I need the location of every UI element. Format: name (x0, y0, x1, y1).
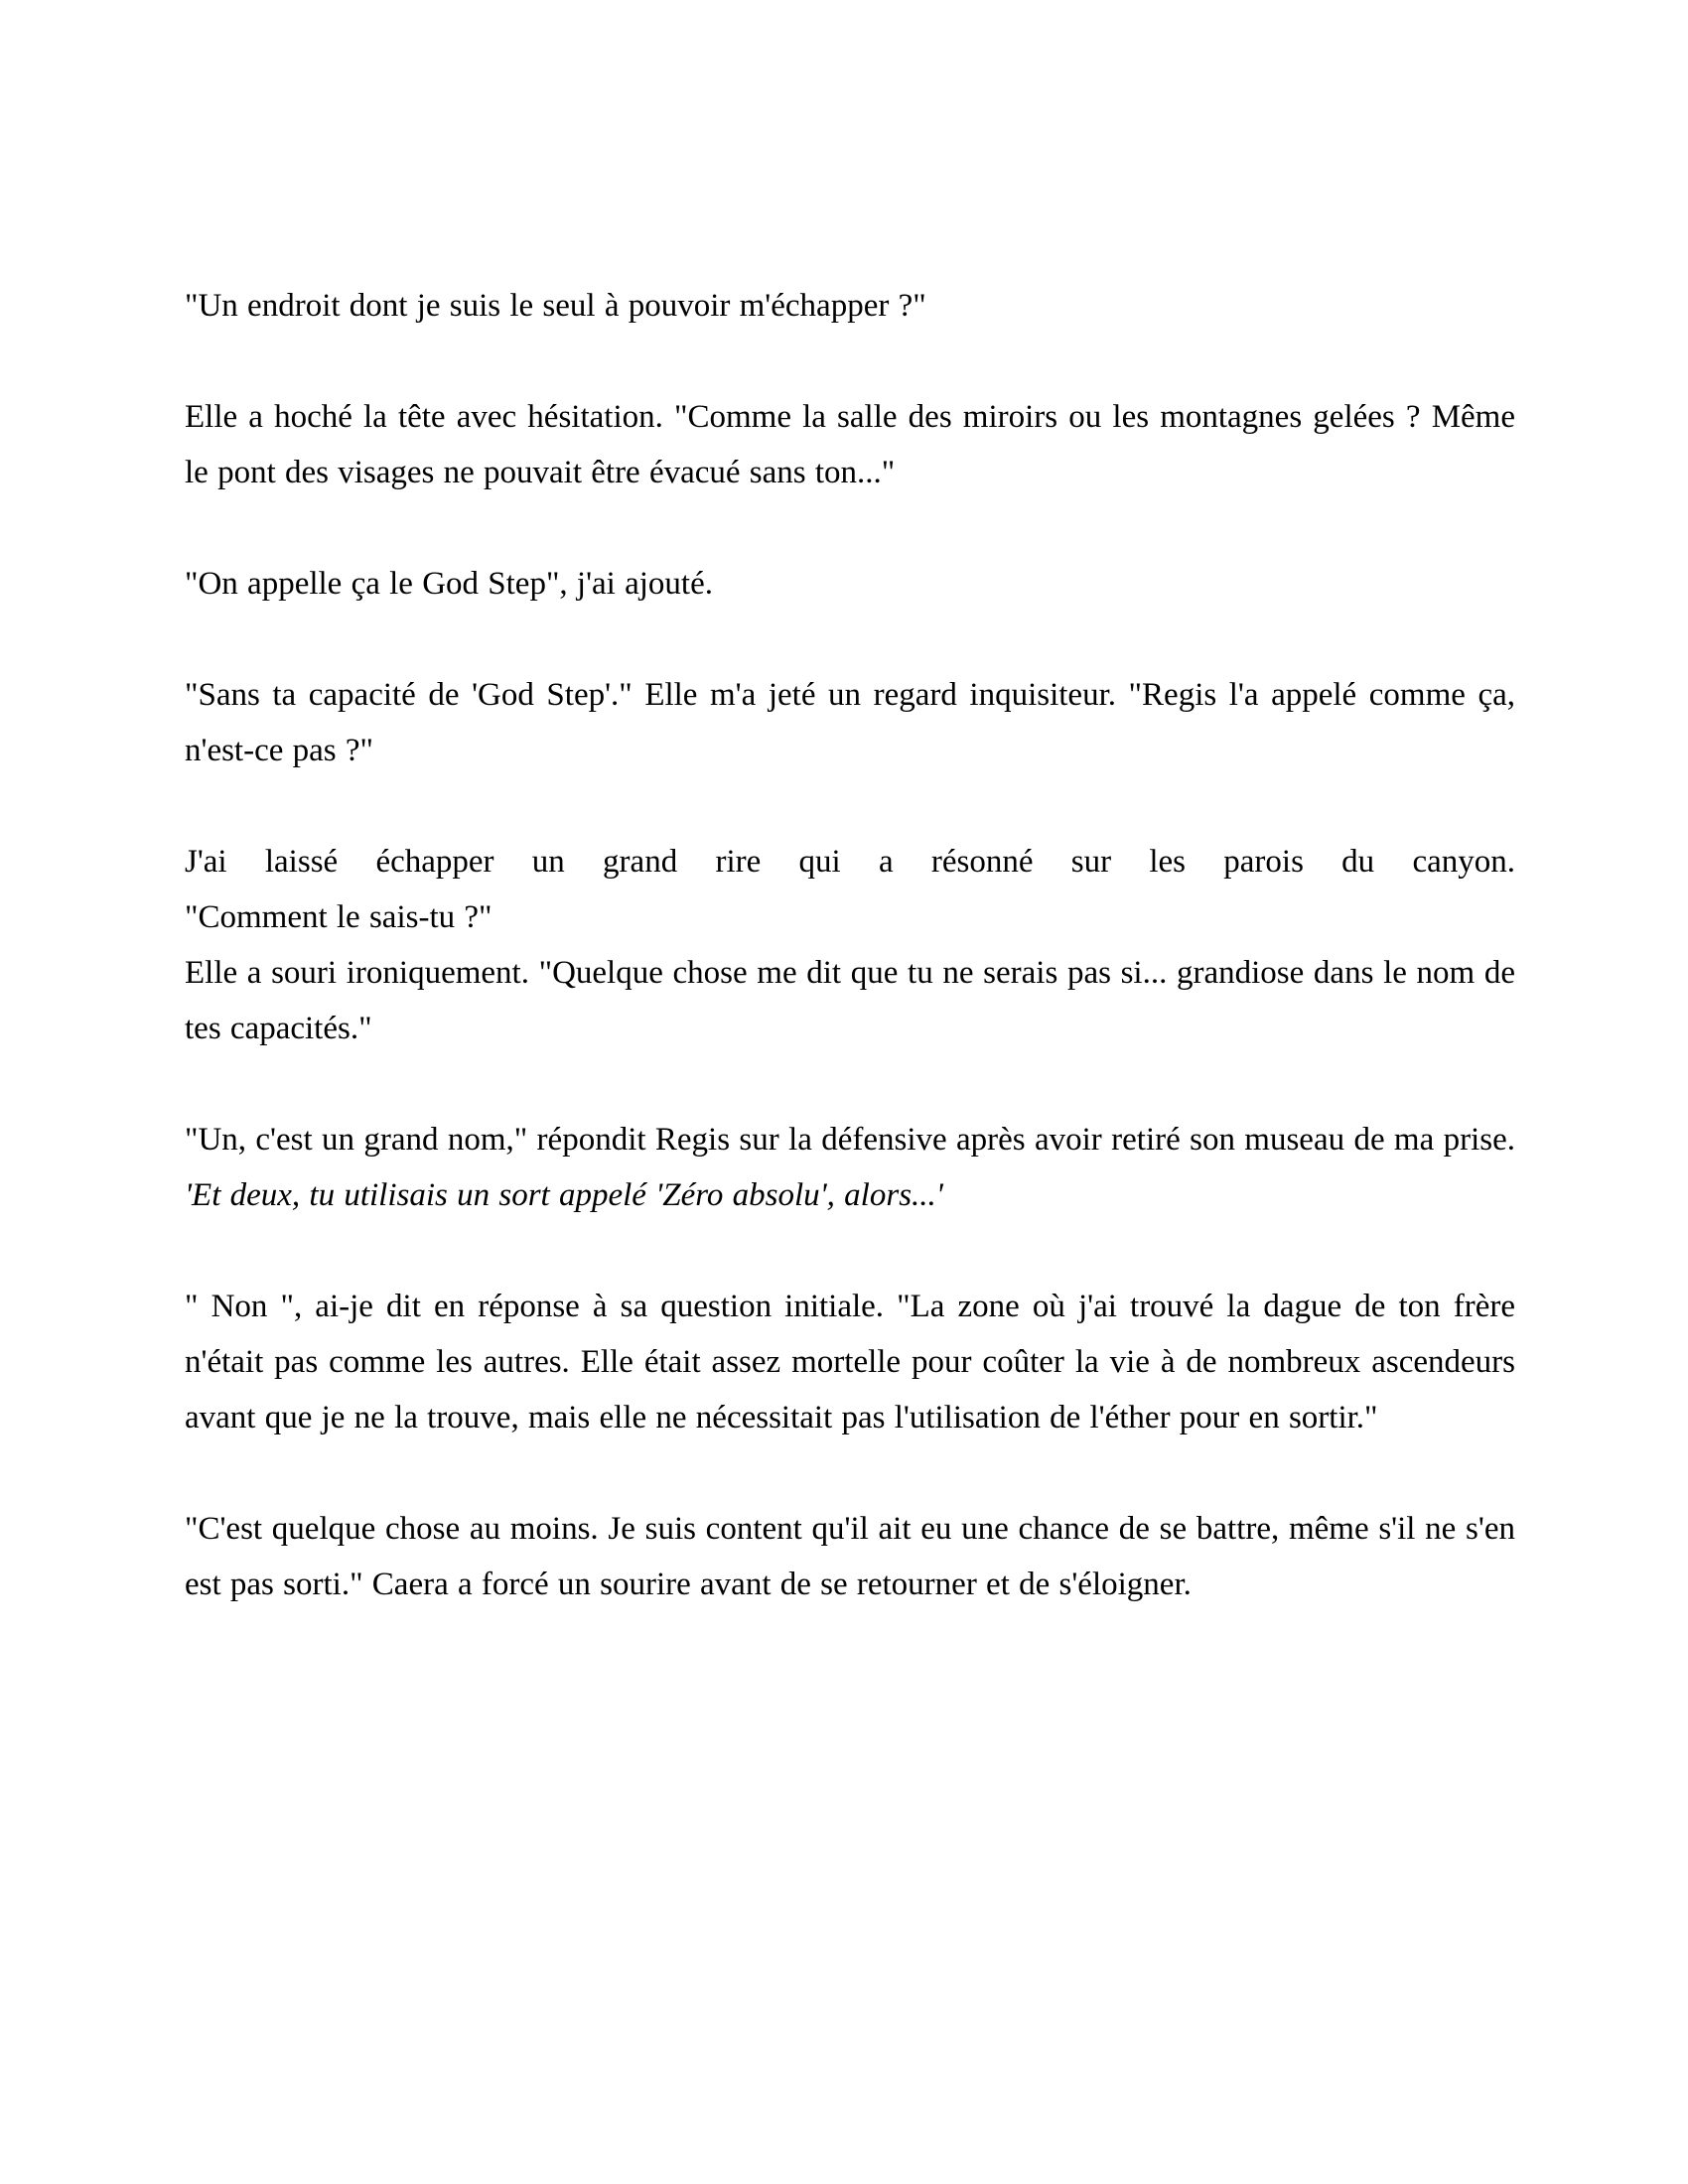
paragraph (185, 834, 1515, 889)
text-run: "Un endroit dont je suis le seul à pouvoir m'échapper ?" (185, 288, 926, 324)
text-run: Elle a hoché la tête avec hésitation. "Comme la salle des miroirs ou les montagnes gelées ? Même le pont des visages ne pouvait être évacué sans ton..." (185, 399, 1515, 490)
text-run: Elle a souri ironiquement. "Quelque chose me dit que tu ne serais pas si... grandiose dans le nom de tes capacités." (185, 955, 1515, 1046)
text-run: J'ai laissé échapper un grand rire qui a résonné sur les parois du canyon. (185, 844, 1515, 880)
paragraph (185, 667, 1515, 778)
paragraph (185, 889, 1515, 945)
paragraph (185, 556, 1515, 612)
paragraph (185, 278, 1515, 334)
text-run: "Sans ta capacité de 'God Step'." Elle m'a jeté un regard inquisiteur. "Regis l'a appelé comme ça, n'est-ce pas ?" (185, 677, 1515, 768)
text-run: "On appelle ça le God Step", j'ai ajouté. (185, 566, 713, 602)
paragraph (185, 1112, 1515, 1223)
paragraph (185, 945, 1515, 1056)
text-run: "Comment le sais-tu ?" (185, 899, 492, 935)
text-run: "C'est quelque chose au moins. Je suis content qu'il ait eu une chance de se battre, même s'il ne s'en est pas sorti." Caera a forcé un sourire avant de se retourner et de s'éloigner. (185, 1511, 1515, 1602)
text-run: " Non ", ai-je dit en réponse à sa question initiale. "La zone où j'ai trouvé la dague de ton frère n'était pas comme les autres. Elle était assez mortelle pour coûter la vie à de nombreux ascendeurs avant que je ne la trouve, mais elle ne nécessitait pas l'utilisation de l'éther pour en sortir." (185, 1289, 1515, 1435)
text-run-italic: 'Et deux, tu utilisais un sort appelé 'Zéro absolu', alors...' (185, 1177, 943, 1213)
paragraph (185, 1279, 1515, 1445)
paragraph (185, 389, 1515, 500)
text-run: "Un, c'est un grand nom," répondit Regis sur la défensive après avoir retiré son museau de ma prise. (185, 1122, 1515, 1158)
paragraph (185, 1501, 1515, 1612)
